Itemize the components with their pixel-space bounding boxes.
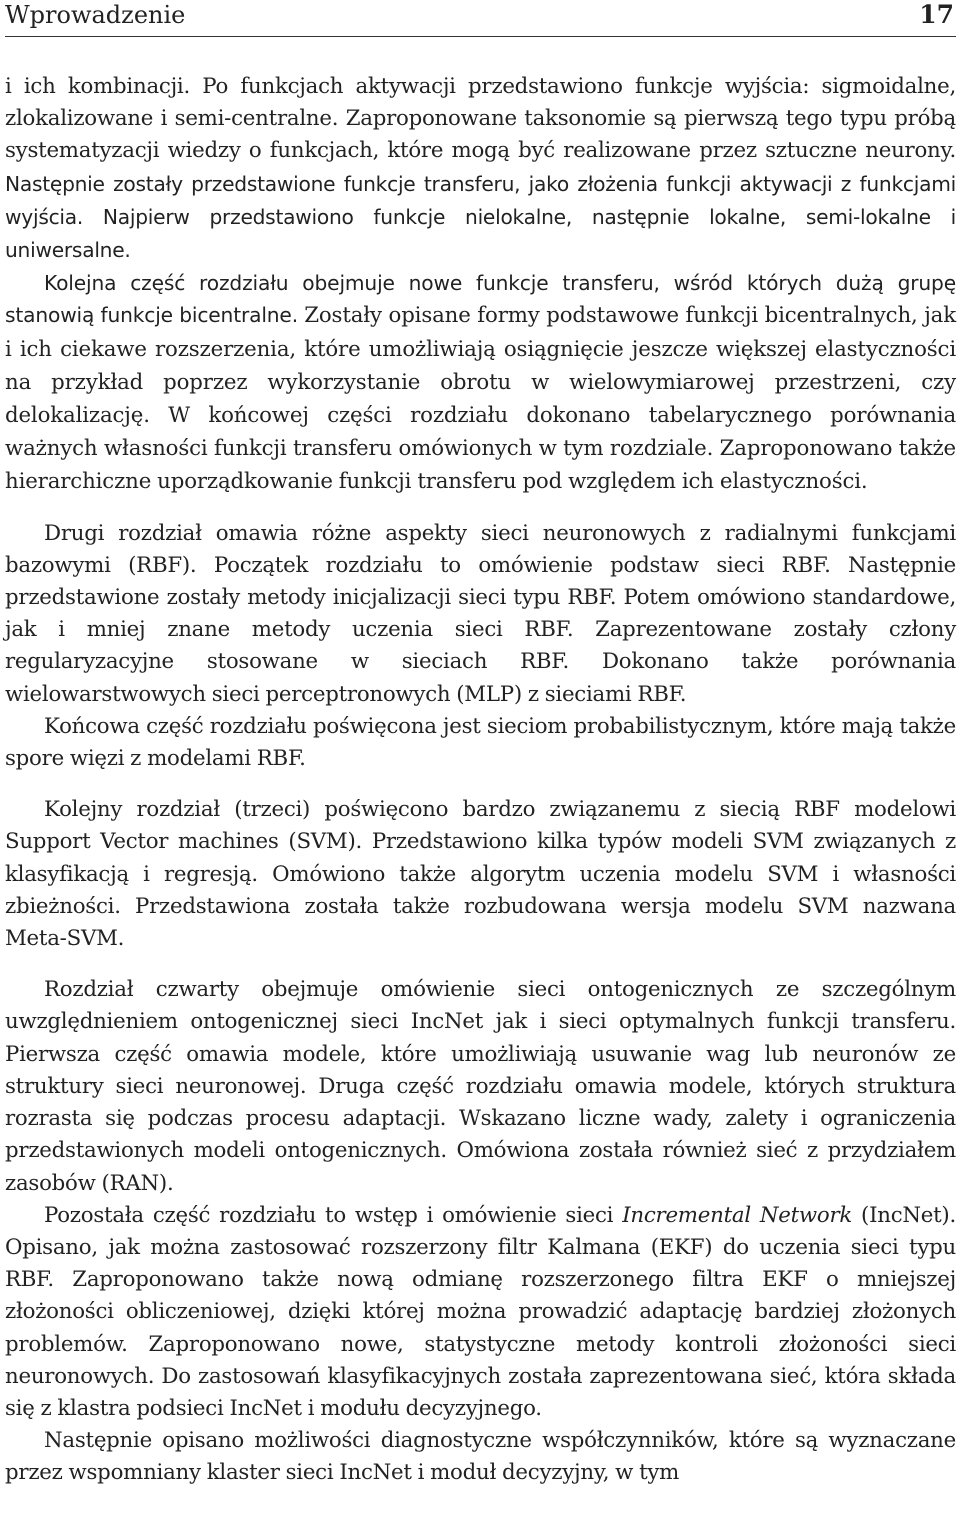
paragraph-2-serif-part: Zostały opisane formy podstawowe funkcji bicentralnych, jak i ich ciekawe rozszerzenia, które umożliwiają osiągnięcie jeszcze większej elastyczności na przykład poprzez wykorzystanie obrotu w wielowymiarowej przestrzeni, czy delokalizację. W końcowej części rozdziału dokonano tabelarycznego porównania ważnych własności funkcji transferu omówionych w tym rozdziale. Zaproponowano także hierarchiczne uporządkowanie funkcji transferu pod względem ich elastyczności. [5, 303, 956, 495]
page-number: 17 [919, 0, 954, 29]
paragraph-7-italic-term: Incremental Network [622, 1202, 853, 1228]
paragraph-1 [5, 71, 956, 267]
running-header [5, 0, 956, 37]
paragraph-7-text-before: Pozostała część rozdziału to wstęp i omówienie sieci [44, 1202, 614, 1228]
paragraph-2-sans-part: Kolejna część rozdziału obejmuje nowe funkcje transferu, wśród których dużą grupę stanowią funkcje bicentralne. [5, 271, 956, 328]
chapter-title: Wprowadzenie [5, 1, 186, 29]
paragraph-5: Kolejny rozdział (trzeci) poświęcono bardzo związanemu z siecią RBF modelowi Support Vector machines (SVM). Przedstawiono kilka typów modeli SVM związanych z klasyfikacją i regresją. Omówiono także algorytm uczenia modelu SVM i własności zbieżności. Przedstawiona została także rozbudowana wersja modelu SVM nazwana Meta-SVM. [5, 797, 956, 952]
paragraph-8: Następnie opisano możliwości diagnostyczne współczynników, które są wyznaczane przez wspomniany klaster sieci IncNet i moduł decyzyjny, w tym [5, 1428, 956, 1486]
paragraph-1-sans-part: Następnie zostały przedstawione funkcje transferu, jako złożenia funkcji aktywacji z funkcjami wyjścia. Najpierw przedstawiono funkcje nielokalne, następnie lokalne, semi-lokalne i uniwersalne. [5, 171, 956, 263]
paragraph-3: Drugi rozdział omawia różne aspekty sieci neuronowych z radialnymi funkcjami bazowymi (RBF). Początek rozdziału to omówienie podstaw sieci RBF. Następnie przedstawione zostały metody inicjalizacji sieci typu RBF. Potem omówiono standardowe, jak i mniej znane metody uczenia sieci RBF. Zaprezentowane zostały człony regularyzacyjne stosowane w sieciach RBF. Dokonano także porównania wielowarstwowych sieci perceptronowych (MLP) z sieciami RBF. [5, 520, 956, 707]
body-text [5, 71, 956, 1490]
paragraph-7-text-after: (IncNet). Opisano, jak można zastosować rozszerzony filtr Kalmana (EKF) do uczenia sieci typu RBF. Zaproponowano także nową odmianę rozszerzonego filtra EKF o mniejszej złożoności obliczeniowej, dzięki której można prowadzić adaptację bardziej złożonych problemów. Zaproponowano nowe, statystyczne metody kontroli złożoności sieci neuronowych. Do zastosowań klasyfikacyjnych została zaprezentowana sieć, która składa się z klastra podsieci IncNet i modułu decyzyjnego. [5, 1202, 957, 1421]
paragraph-4: Końcowa część rozdziału poświęcona jest sieciom probabilistycznym, które mają także spore więzi z modelami RBF. [5, 713, 956, 772]
paragraph-6: Rozdział czwarty obejmuje omówienie sieci ontogenicznych ze szczególnym uwzględnieniem ontogenicznej sieci IncNet jak i sieci optymalnych funkcji transferu. Pierwsza część omawia modele, które umożliwiają usuwanie wag lub neuronów ze struktury sieci neuronowej. Druga część rozdziału omawia modele, których struktura rozrasta się podczas procesu adaptacji. Wskazano liczne wady, zalety i ograniczenia przedstawionych modeli ontogenicznych. Omówiona została również sieć z przydziałem zasobów (RAN). [5, 977, 956, 1196]
paragraph-2 [5, 267, 956, 498]
paragraph-1-serif-part: i ich kombinacji. Po funkcjach aktywacji przedstawiono funkcje wyjścia: sigmoidalne, zlokalizowane i semi-centralne. Zaproponowane taksonomie są pierwszą tego typu próbą systematyzacji wiedzy o funkcjach, które mogą być realizowane przez sztuczne neurony. [5, 74, 956, 164]
paragraph-7 [5, 1200, 956, 1425]
